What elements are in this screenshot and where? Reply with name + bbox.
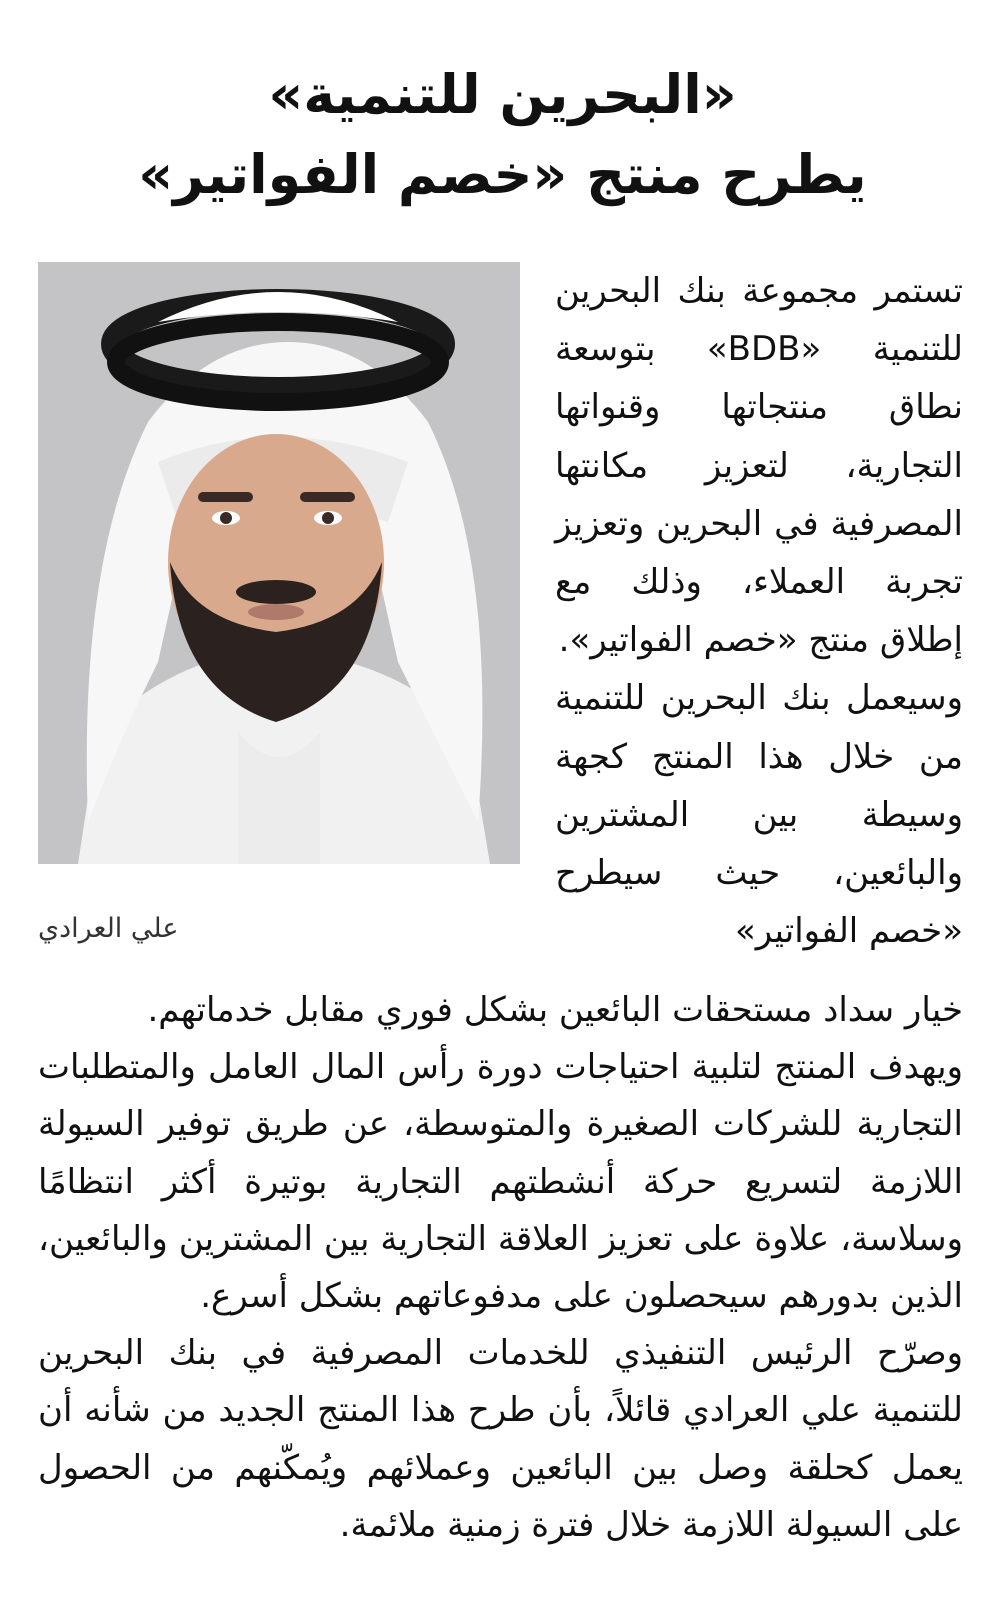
headline-line-2: يطرح منتج «خصم الفواتير» [138, 143, 867, 206]
article-paragraph-2-part-2: خيار سداد مستحقات البائعين بشكل فوري مقابل خدماتهم. [147, 990, 963, 1030]
portrait-photo [38, 262, 520, 864]
article-paragraph-2-part-1: وسيعمل بنك البحرين للتنمية من خلال هذا المنتج كجهة وسيطة بين المشترين والبائعين، حيث سيطرح «خصم الفواتير» [555, 678, 963, 952]
headline-line-1: «البحرين للتنمية» [268, 63, 737, 126]
article-paragraph-1: تستمر مجموعة بنك البحرين للتنمية «BDB» بتوسعة نطاق منتجاتها وقنواتها التجارية، لتعزيز مكانتها المصرفية في البحرين وتعزيز تجربة العملاء، وذلك مع إطلاق منتج «خصم الفواتير». [555, 271, 963, 661]
article-paragraph-3: ويهدف المنتج لتلبية احتياجات دورة رأس المال العامل والمتطلبات التجارية للشركات الصغيرة والمتوسطة، عن طريق توفير السيولة اللازمة لتسريع حركة أنشطتهم التجارية بوتيرة أكثر انتظامًا وسلاسة، علاوة على تعزيز العلاقة التجارية بين المشترين والبائعين، الذين بدورهم سيحصلون على مدفوعاتهم بشكل أسرع. [38, 1047, 963, 1317]
headline [40, 55, 965, 215]
article-paragraph-4: وصرّح الرئيس التنفيذي للخدمات المصرفية في بنك البحرين للتنمية علي العرادي قائلاً، بأن طرح هذا المنتج الجديد من شأنه أن يعمل كحلقة وصل بين البائعين وعملائهم ويُمكّنهم من الحصول على السيولة اللازمة خلال فترة زمنية ملائمة. [38, 1333, 963, 1545]
article-column-bottom [38, 982, 963, 1554]
photo-caption: علي العرادي [38, 913, 179, 944]
article-column-top [555, 262, 963, 960]
